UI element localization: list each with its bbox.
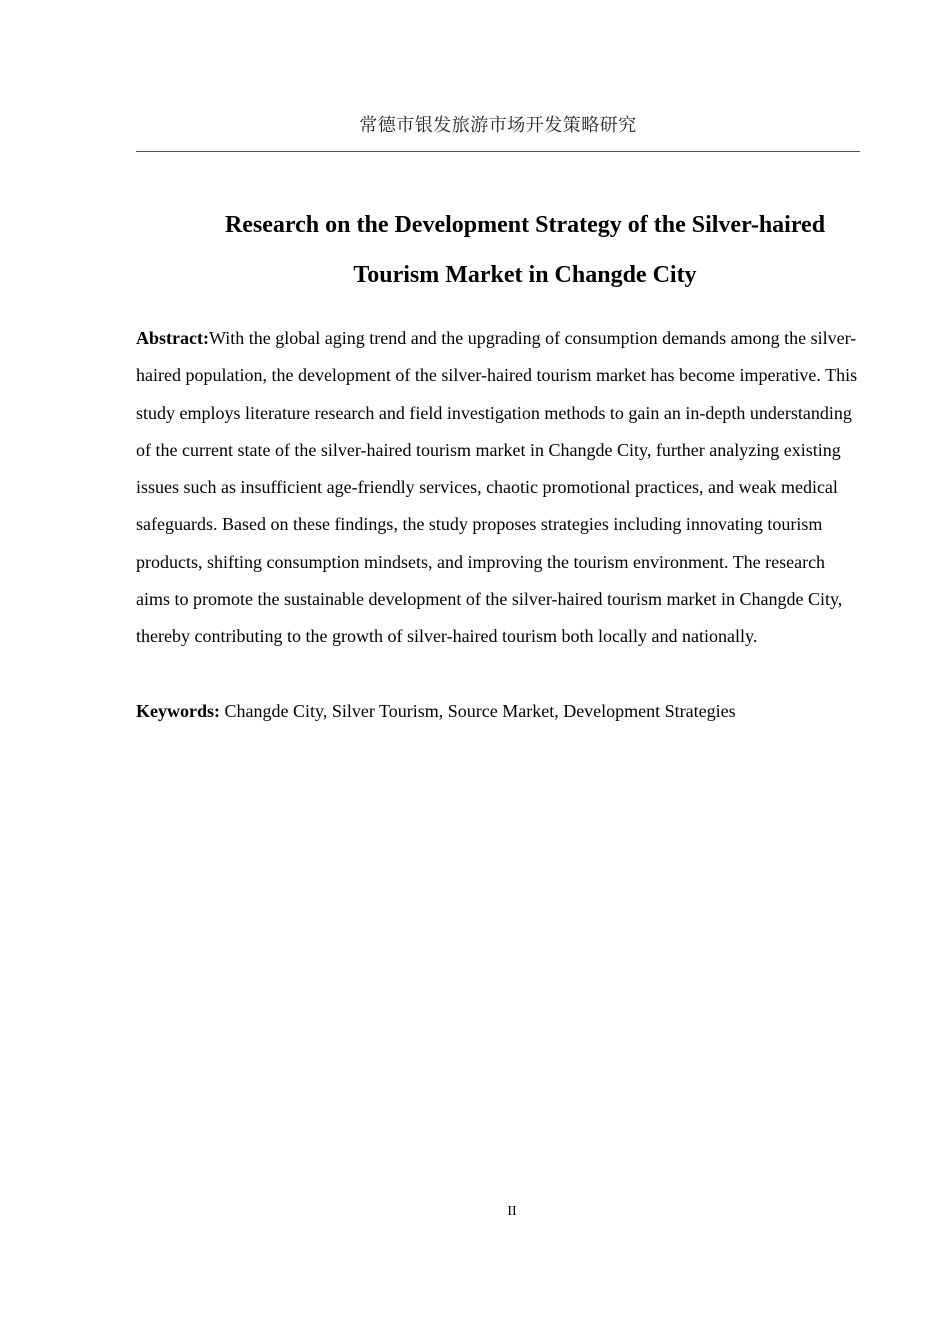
paper-title-line-2: Tourism Market in Changde City bbox=[353, 262, 697, 288]
header-divider bbox=[136, 151, 860, 152]
abstract-paragraph bbox=[136, 320, 860, 656]
abstract-text: With the global aging trend and the upgrading of consumption demands among the silver-haired population, the development of the silver-haired tourism market has become imperative. This study employs literature research and field investigation methods to gain an in-depth understanding of the current state of the silver-haired tourism market in Changde City, further analyzing existing issues such as insufficient age-friendly services, chaotic promotional practices, and weak medical safeguards. Based on these findings, the study proposes strategies including innovating tourism products, shifting consumption mindsets, and improving the tourism environment. The research aims to promote the sustainable development of the silver-haired tourism market in Changde City, thereby contributing to the growth of silver-haired tourism both locally and nationally. bbox=[136, 328, 858, 647]
keywords-text: Changde City, Silver Tourism, Source Market, Development Strategies bbox=[220, 701, 736, 721]
keywords-line bbox=[136, 693, 860, 730]
keywords-label: Keywords: bbox=[136, 701, 220, 721]
page-number: II bbox=[507, 1204, 517, 1219]
paper-title-line-1: Research on the Development Strategy of the Silver-haired bbox=[224, 212, 826, 238]
paper-title bbox=[190, 200, 860, 300]
abstract-label: Abstract: bbox=[136, 328, 209, 348]
running-header: 常德市银发旅游市场开发策略研究 bbox=[359, 115, 637, 135]
